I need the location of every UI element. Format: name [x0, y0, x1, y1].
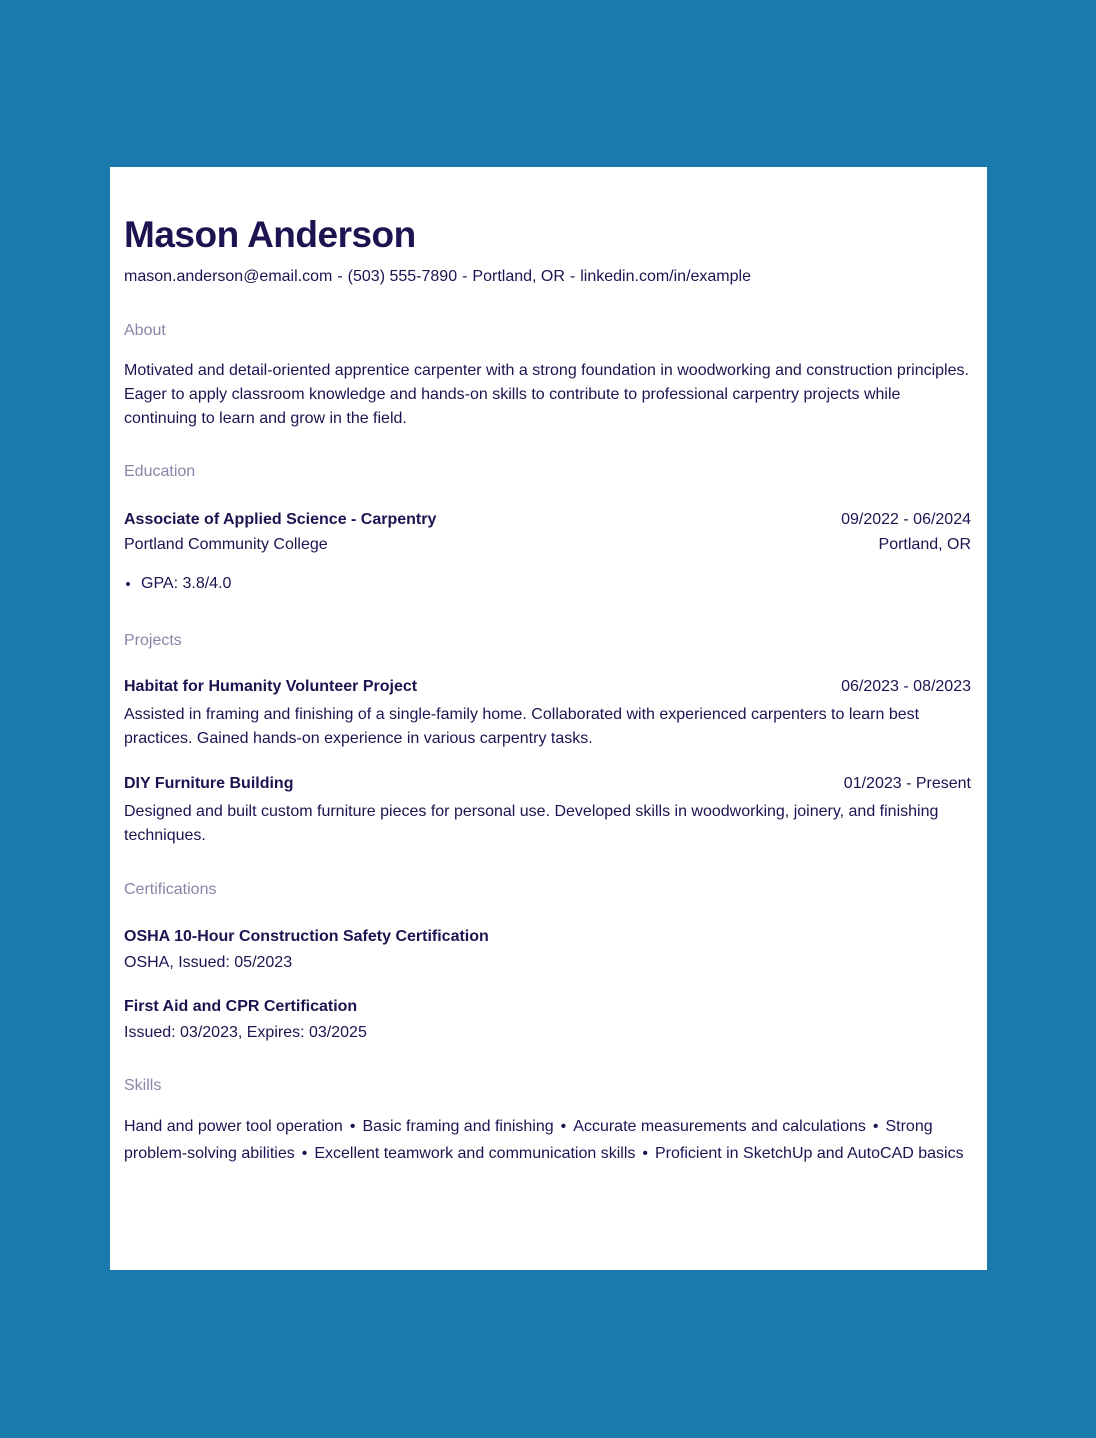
- contact-separator: -: [337, 268, 343, 285]
- contact-line: [124, 267, 971, 287]
- section-title-about: About: [124, 322, 166, 339]
- project-name: Habitat for Humanity Volunteer Project: [124, 678, 418, 695]
- skills-list: [124, 1113, 971, 1167]
- project-dates: 06/2023 - 08/2023: [841, 678, 971, 695]
- education-dates: 09/2022 - 06/2024: [841, 511, 971, 528]
- education-details: [124, 574, 971, 594]
- skill-item: Excellent teamwork and communication skills: [314, 1145, 636, 1162]
- project-description: Designed and built custom furniture pieces for personal use. Developed skills in woodworking, joinery, and finishing techniques.: [124, 803, 939, 844]
- skill-item: Basic framing and finishing: [362, 1118, 554, 1135]
- education-school: Portland Community College: [124, 536, 328, 553]
- about-text: Motivated and detail-oriented apprentice carpenter with a strong foundation in woodworking and construction principles. Eager to apply classroom knowledge and hands-on skills to contribute to professional carpentry projects while continuing to learn and grow in the field.: [124, 362, 969, 427]
- resume-page: [110, 167, 987, 1270]
- contact-separator: -: [462, 268, 468, 285]
- candidate-name: Mason Anderson: [124, 214, 416, 255]
- education-location: Portland, OR: [878, 536, 971, 553]
- section-title-skills: Skills: [124, 1077, 162, 1094]
- contact-linkedin: linkedin.com/in/example: [580, 268, 751, 285]
- section-title-education: Education: [124, 463, 196, 480]
- section-title-certifications: Certifications: [124, 881, 217, 898]
- skill-item: Proficient in SketchUp and AutoCAD basics: [654, 1145, 964, 1162]
- project-dates: 01/2023 - Present: [843, 775, 971, 792]
- project-description: Assisted in framing and finishing of a single-family home. Collaborated with experienced carpenters to learn best practices. Gained hands-on experience in various carpentry tasks.: [124, 706, 920, 747]
- certification-name: OSHA 10-Hour Construction Safety Certification: [124, 928, 489, 945]
- certification-item: [124, 997, 971, 1043]
- education-detail-item: • GPA: 3.8/4.0: [141, 574, 971, 594]
- skill-item: Accurate measurements and calculations: [573, 1118, 866, 1135]
- education-degree: Associate of Applied Science - Carpentry: [124, 511, 437, 528]
- project-header-row: [124, 677, 971, 697]
- skill-separator: •: [301, 1145, 308, 1162]
- certification-detail: Issued: 03/2023, Expires: 03/2025: [124, 1024, 367, 1041]
- skill-separator: •: [642, 1145, 648, 1162]
- project-item: [124, 677, 971, 751]
- project-item: [124, 774, 971, 848]
- project-header-row: [124, 774, 971, 794]
- skill-separator: •: [349, 1118, 356, 1135]
- skill-item: Strong problem-solving abilities: [124, 1118, 933, 1162]
- certification-detail: OSHA, Issued: 05/2023: [124, 954, 293, 971]
- education-school-row: [124, 535, 971, 555]
- contact-phone: (503) 555-7890: [347, 268, 458, 285]
- certification-item: [124, 927, 971, 973]
- education-header-row: [124, 510, 971, 530]
- contact-location: Portland, OR: [472, 268, 565, 285]
- contact-email: mason.anderson@email.com: [124, 268, 333, 285]
- project-name: DIY Furniture Building: [124, 775, 294, 792]
- certification-name: First Aid and CPR Certification: [124, 998, 358, 1015]
- contact-separator: -: [569, 268, 576, 285]
- skill-item: Hand and power tool operation: [124, 1118, 343, 1135]
- section-title-projects: Projects: [124, 632, 182, 649]
- skill-separator: •: [872, 1118, 879, 1135]
- skill-separator: •: [560, 1118, 567, 1135]
